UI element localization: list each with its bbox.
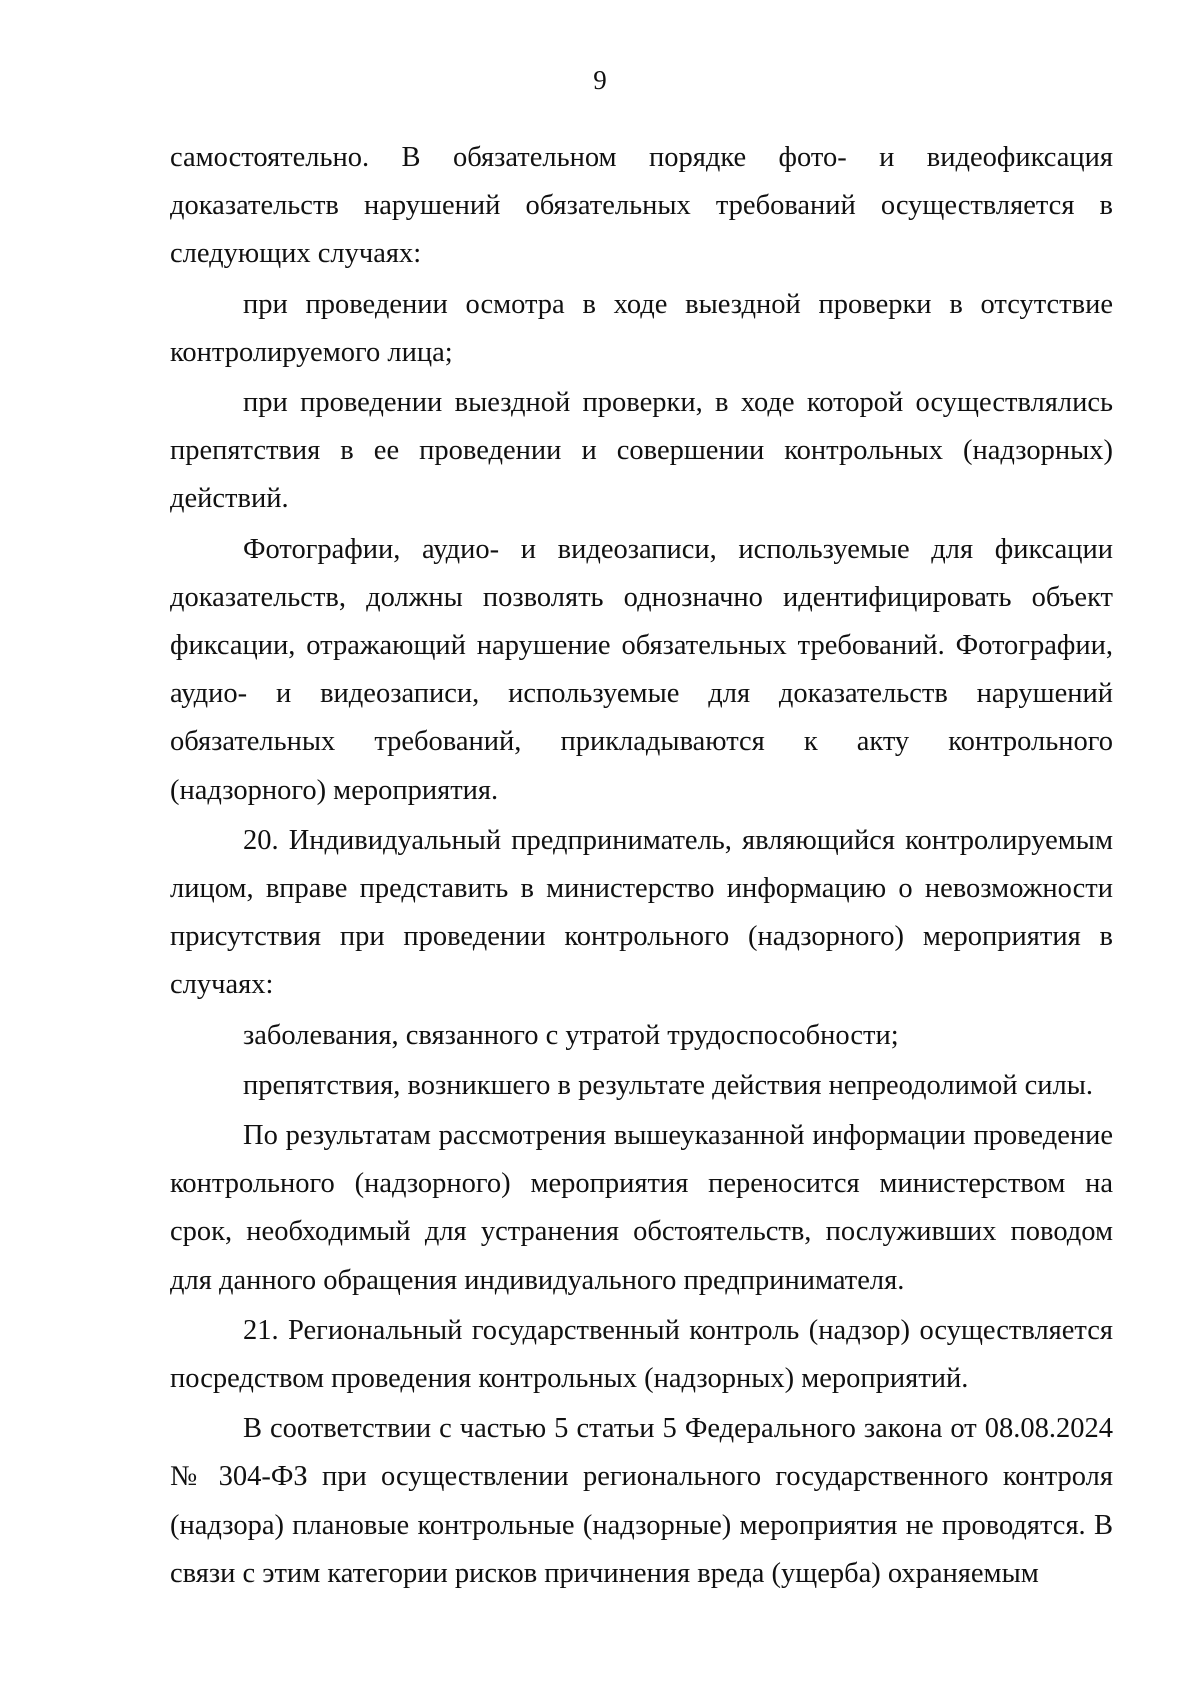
paragraph-item-21: 21. Региональный государственный контроль (надзор) осуществляется посредством проведения контрольных (надзорных) мероприятий. bbox=[170, 1314, 1113, 1395]
paragraph-item-20: 20. Индивидуальный предприниматель, являющийся контролируемым лицом, вправе представить в министерство информацию о невозможности присутствия при проведении контрольного (надзорного) мероприятия в случаях: bbox=[170, 824, 1113, 1001]
paragraph-inspection-obstacles: при проведении выездной проверки, в ходе которой осуществлялись препятствия в ее проведении и совершении контрольных (надзорных) действий. bbox=[170, 387, 1113, 515]
paragraph-illness: заболевания, связанного с утратой трудоспособности; bbox=[243, 1019, 899, 1051]
paragraph-photos-requirements: Фотографии, аудио- и видеозаписи, используемые для фиксации доказательств, должны позволять однозначно идентифицировать объект фиксации, отражающий нарушение обязательных требований. Фотографии, аудио- и видеозаписи, используемые для доказательств нарушений обязательных требований, прикладываются к акту контрольного (надзорного) мероприятия. bbox=[170, 533, 1113, 806]
paragraph-federal-law: В соответствии с частью 5 статьи 5 Федерального закона от 08.08.2024 № 304-ФЗ при осуществлении регионального государственного контроля (надзора) плановые контрольные (надзорные) мероприятия не проводятся. В связи с этим категории рисков причинения вреда (ущерба) охраняемым bbox=[170, 1413, 1113, 1589]
page-number: 9 bbox=[593, 65, 607, 95]
document-body bbox=[170, 134, 1113, 1600]
paragraph-inspection-absence: при проведении осмотра в ходе выездной проверки в отсутствие контролируемого лица; bbox=[170, 288, 1113, 368]
paragraph-force-majeure: препятствия, возникшего в результате действия непреодолимой силы. bbox=[243, 1069, 1093, 1101]
paragraph-postponement: По результатам рассмотрения вышеуказанной информации проведение контрольного (надзорного) мероприятия переносится министерством на срок, необходимый для устранения обстоятельств, послуживших поводом для данного обращения индивидуального предпринимателя. bbox=[170, 1120, 1113, 1296]
paragraph-photo-video-fixation: самостоятельно. В обязательном порядке фото- и видеофиксация доказательств нарушений обязательных требований осуществляется в следующих случаях: bbox=[170, 142, 1113, 270]
